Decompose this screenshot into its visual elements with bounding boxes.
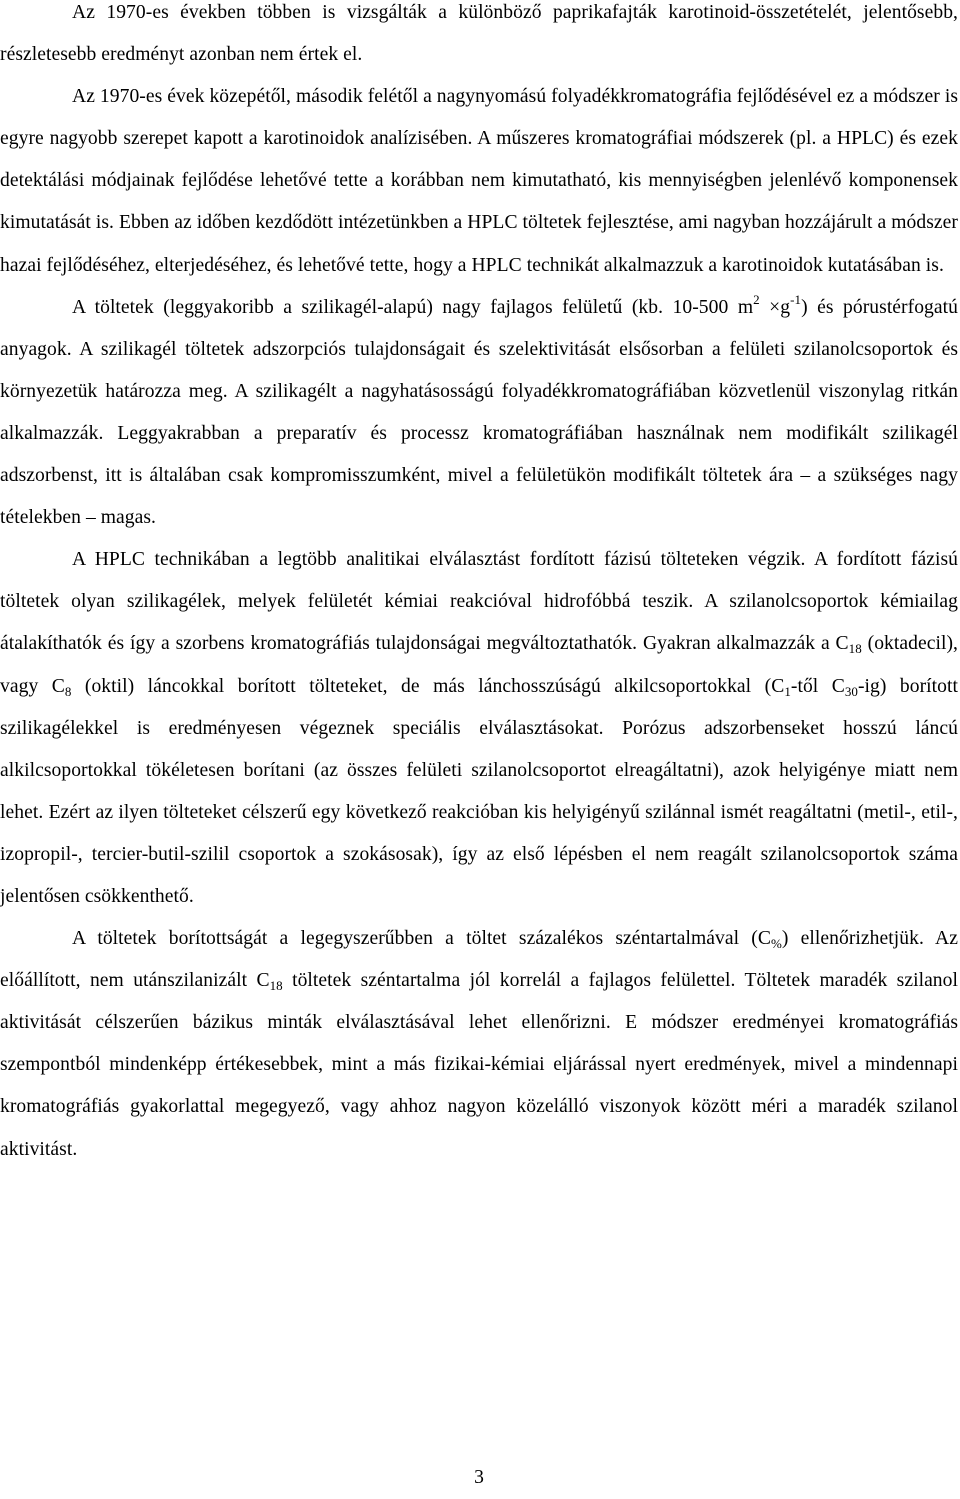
text-segment: (oktadecil), vagy C — [0, 633, 958, 697]
text-segment: ) ellenőrizhetjük. Az előállított, nem utánszilanizált C — [0, 928, 958, 992]
paragraph-intro — [0, 0, 958, 76]
superscript: 2 — [753, 291, 760, 307]
text-segment: A töltetek borítottságát a legegyszerűbben a töltet százalékos széntartalmával (C — [72, 928, 771, 950]
subscript: % — [771, 936, 782, 952]
text-segment: töltetek széntartalma jól korrelál a fajlagos felülettel. Töltetek maradék szilanol aktivitását célszerűen bázikus minták elválasztásával lehet ellenőrizni. E módszer eredményei kromatográfiás szempontból mindenképp értékesebbek, mint a más fizikai-kémiai eljárással nyert eredmények, mivel a mindennapi kromatográfiás gyakorlattal megegyező, vagy ahhoz nagyon közelálló viszonyok között méri a maradék szilanol aktivitást. — [0, 970, 958, 1160]
superscript: -1 — [790, 291, 802, 307]
subscript: 1 — [784, 683, 791, 699]
text-segment: Az 1970-es években többen is vizsgálták a különböző paprikafajták karotinoid-összetételét, jelentősebb, részletesebb eredményt azonban nem értek el. — [0, 2, 958, 66]
page-number: 3 — [474, 1467, 484, 1488]
subscript: 18 — [269, 978, 283, 994]
paragraph-packing-materials — [0, 287, 958, 540]
text-segment: (oktil) láncokkal borított tölteteket, de más lánchosszúságú alkilcsoportokkal (C — [71, 675, 785, 697]
text-segment: -től C — [790, 675, 845, 697]
paragraph-hplc-history — [0, 76, 958, 286]
text-segment: Az 1970-es évek közepétől, második felétől a nagynyomású folyadékkromatográfia fejlődésével ez a módszer is egyre nagyobb szerepet kapott a karotinoidok analízisében. A műszeres kromatográfiai módszerek (pl. a HPLC) és ezek detektálási módjainak fejlődése lehetővé tette a korábban nem kimutatható, kis mennyiségben jelenlévő komponensek kimutatását is. Ebben az időben kezdődött intézetünkben a HPLC töltetek fejlesztése, ami nagyban hozzájárult a módszer hazai fejlődéséhez, elterjedéséhez, és lehetővé tette, hogy a HPLC technikát alkalmazzuk a karotinoidok kutatásában is. — [0, 86, 958, 276]
text-segment: ) és pórustérfogatú anyagok. A szilikagél töltetek adszorpciós tulajdonságait és szelektivitását elsősorban a felületi szilanolcsoportok és környezetük határozza meg. A szilikagélt a nagyhatásosságú folyadékkromatográfiában közvetlenül viszonylag ritkán alkalmazzák. Leggyakrabban a preparatív és processz kromatográfiában használnak nem modifikált szilikagél adszorbenst, itt is általában csak kompromisszumként, mivel a felületükön modifikált töltetek ára – a szükséges nagy tételekben – magas. — [0, 296, 958, 529]
subscript: 18 — [848, 641, 862, 657]
paragraph-reversed-phase — [0, 539, 958, 918]
text-segment: -ig) borított szilikagélekkel is eredményesen végeznek speciális elválasztásokat. Porózus adszorbenseket hosszú láncú alkilcsoportokkal tökéletesen borítani (az összes felületi szilanolcsoportot elreagáltatni), azok helyigénye miatt nem lehet. Ezért az ilyen tölteteket célszerű egy következő reakcióban kis helyigényű szilánnal ismét reagáltatni (metil-, etil-, izopropil-, tercier-butil-szilil csoportok a szokásosak), így az első lépésben el nem reagált szilanolcsoportok száma jelentősen csökkenthető. — [0, 675, 958, 907]
paragraph-coverage — [0, 918, 958, 1171]
subscript: 8 — [64, 683, 72, 699]
text-segment: A HPLC technikában a legtöbb analitikai elválasztást fordított fázisú tölteteken végzik. A fordított fázisú töltetek olyan szilikagélek, melyek felületét kémiai reakcióval hidrofóbbá teszik. A szilanolcsoportok kémiailag átalakíthatók és így a szorbens kromatográfiás tulajdonságai megváltoztathatók. Gyakran alkalmazzák a C — [0, 549, 958, 655]
subscript: 30 — [844, 683, 858, 699]
text-segment: A töltetek (leggyakoribb a szilikagél-alapú) nagy fajlagos felületű (kb. 10-500 m — [72, 296, 754, 318]
text-segment: ×g — [759, 296, 791, 318]
